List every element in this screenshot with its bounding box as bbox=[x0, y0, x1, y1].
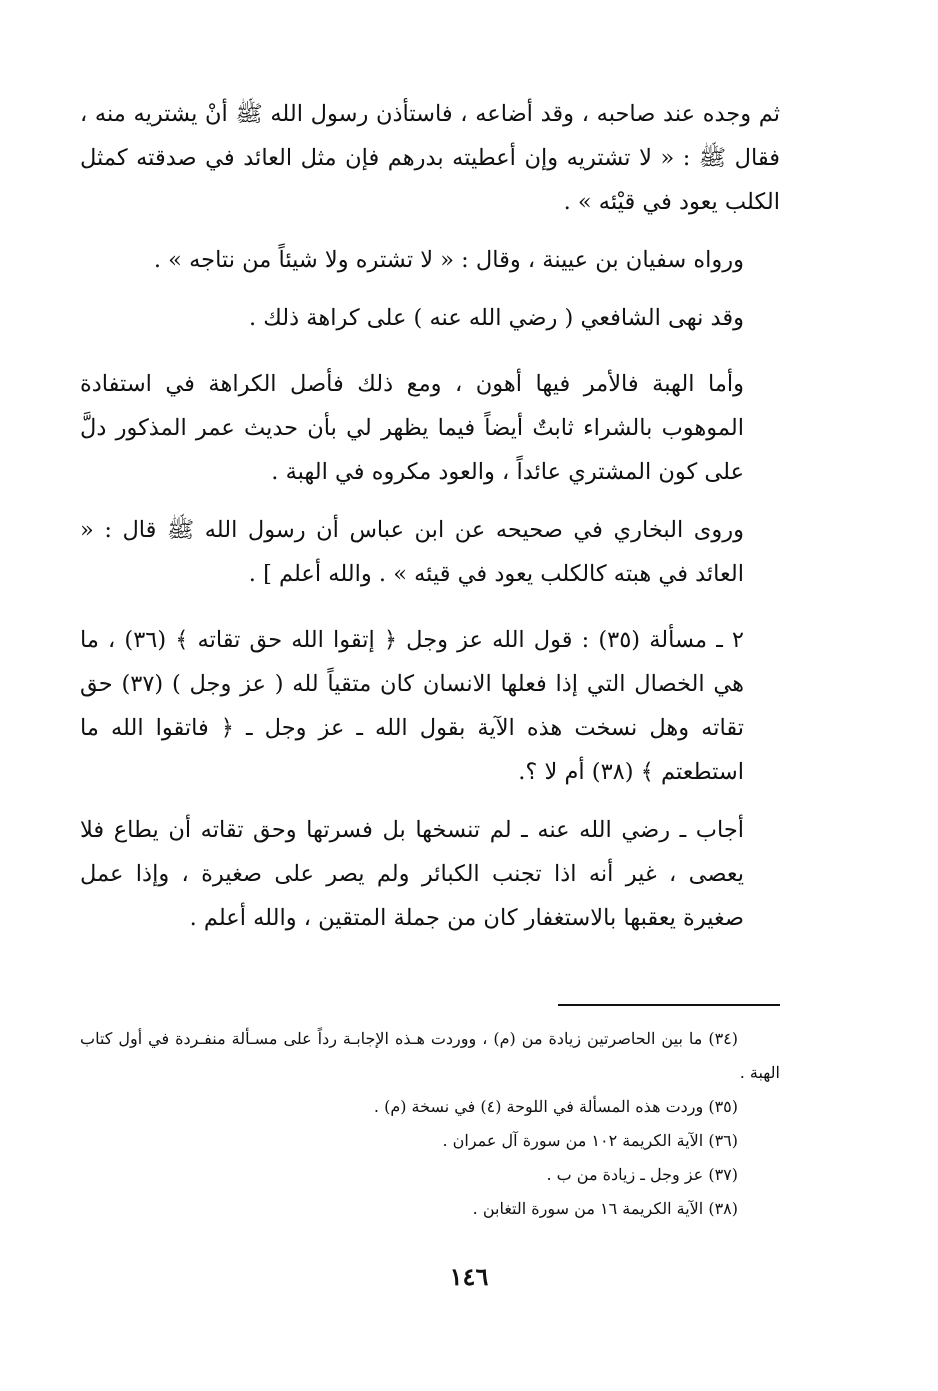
footnote-36: (٣٦) الآية الكريمة ١٠٢ من سورة آل عمران . bbox=[442, 1131, 738, 1150]
paragraph-3: وقد نهى الشافعي ( رضي الله عنه ) على كراهة ذلك . bbox=[249, 305, 744, 331]
footnotes bbox=[80, 1022, 780, 1226]
footnote-37: (٣٧) عز وجل ـ زيادة من ب . bbox=[546, 1165, 738, 1184]
paragraph-5: وروى البخاري في صحيحه عن ابن عباس أن رسول الله ﷺ قال : « العائد في هبته كالكلب يعود في قيئه » . والله أعلم ] . bbox=[80, 517, 744, 587]
footnote-34: (٣٤) ما بين الحاصرتين زيادة من (م) ، ووردت هـذه الإجابـة رداً على مسـألة منفـردة في أول كتاب الهبة . bbox=[80, 1029, 780, 1082]
footnote-divider bbox=[558, 1004, 780, 1006]
paragraph-4: وأما الهبة فالأمر فيها أهون ، ومع ذلك فأصل الكراهة في استفادة الموهوب بالشراء ثابتٌ أيضاً فيما يظهر لي بأن حديث عمر المذكور دلَّ على كون المشتري عائداً ، والعود مكروه في الهبة . bbox=[80, 371, 744, 485]
answer-paragraph: أجاب ـ رضي الله عنه ـ لم تنسخها بل فسرتها وحق تقاته أن يطاع فلا يعصى ، غير أنه اذا تجنب الكبائر ولم يصر على صغيرة ، وإذا عمل صغيرة يعقبها بالاستغفار كان من جملة المتقين ، والله أعلم . bbox=[80, 817, 744, 931]
paragraph-1: ثم وجده عند صاحبه ، وقد أضاعه ، فاستأذن رسول الله ﷺ أنْ يشتريه منه ، فقال ﷺ : « لا تشتريه وإن أعطيته بدرهم فإن مثل العائد في صدقته كمثل الكلب يعود في قيْئه » . bbox=[80, 101, 780, 215]
main-text bbox=[80, 92, 780, 940]
footnote-38: (٣٨) الآية الكريمة ١٦ من سورة التغابن . bbox=[472, 1199, 738, 1218]
footnote-35: (٣٥) وردت هذه المسألة في اللوحة (٤) في نسخة (م) . bbox=[373, 1097, 738, 1116]
page-number: ١٤٦ bbox=[449, 1262, 489, 1291]
question-paragraph: ٢ ـ مسألة (٣٥) : قول الله عز وجل ﴿ إتقوا الله حق تقاته ﴾ (٣٦) ، ما هي الخصال التي إذا فعلها الانسان كان متقياً لله ( عز وجل ) (٣٧) حق تقاته وهل نسخت هذه الآية بقول الله ـ عز وجل ـ ﴿ فاتقوا الله ما استطعتم ﴾ (٣٨) أم لا ؟. bbox=[80, 627, 744, 785]
paragraph-2: ورواه سفيان بن عيينة ، وقال : « لا تشتره ولا شيئاً من نتاجه » . bbox=[153, 247, 744, 273]
